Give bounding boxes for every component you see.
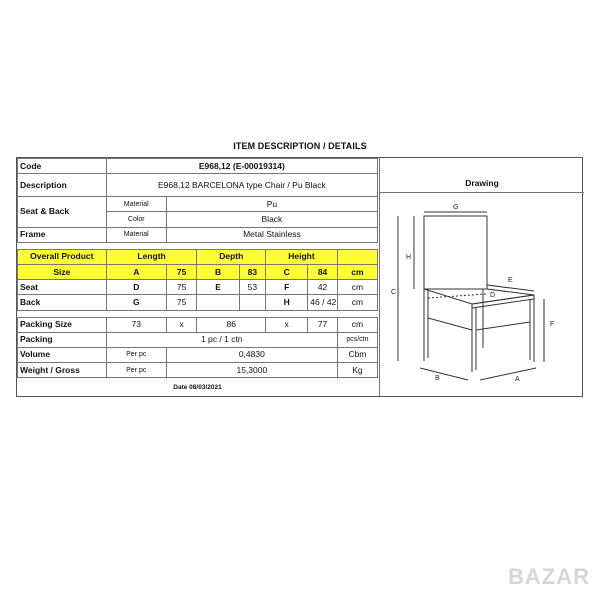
color-key: Color (106, 212, 166, 227)
code-value: E968,12 (E-00019314) (106, 159, 377, 174)
packing-size-v2: 86 (197, 317, 266, 332)
weight-row (18, 363, 378, 378)
chair-drawing (380, 158, 584, 396)
seat-d-letter: D (106, 280, 166, 295)
page-title: ITEM DESCRIPTION / DETAILS (233, 141, 367, 151)
material-value: Pu (166, 197, 377, 212)
description-value: E968,12 BARCELONA type Chair / Pu Black (106, 174, 377, 197)
back-h-value: 46 / 42 (308, 295, 338, 310)
dims-size-row (18, 264, 378, 279)
weight-unit: Kg (337, 363, 377, 378)
chair-seat-edge (472, 295, 534, 308)
drawing-panel (379, 158, 584, 396)
volume-label: Volume (18, 347, 107, 362)
packing-unit: pcs/ctn (337, 332, 377, 347)
frame-row (18, 227, 378, 242)
seat-label: Seat (18, 280, 107, 295)
packing-size-x2: x (266, 317, 308, 332)
dim-b-value: 83 (239, 264, 265, 279)
weight-per: Per pc (106, 363, 166, 378)
volume-per: Per pc (106, 347, 166, 362)
label-d: D (490, 292, 496, 299)
seat-row (18, 280, 378, 295)
seat-f-value: 42 (308, 280, 338, 295)
back-label: Back (18, 295, 107, 310)
packing-size-label: Packing Size (18, 317, 107, 332)
spec-table (17, 158, 378, 378)
weight-value: 15,3000 (166, 363, 337, 378)
packing-size-x1: x (166, 317, 197, 332)
volume-unit: Cbm (337, 347, 377, 362)
label-f: F (550, 321, 555, 328)
description-label: Description (18, 174, 107, 197)
size-label: Size (18, 264, 107, 279)
dim-c-letter: C (266, 264, 308, 279)
dim-b-letter: B (197, 264, 239, 279)
packing-size-unit: cm (337, 317, 377, 332)
seat-unit: cm (337, 280, 377, 295)
height-header: Height (266, 249, 338, 264)
label-a: A (515, 376, 520, 383)
watermark-logo: BAZAR (508, 564, 590, 589)
label-h: H (406, 254, 412, 261)
packing-row (18, 332, 378, 347)
seat-d-value: 75 (166, 280, 197, 295)
frame-key: Material (106, 227, 166, 242)
packing-size-row (18, 317, 378, 332)
seat-back-label: Seat & Back (18, 197, 107, 227)
seat-f-letter: F (266, 280, 308, 295)
overall-product-label: Overall Product (18, 249, 107, 264)
packing-value: 1 pc / 1 ctn (106, 332, 337, 347)
date-stamp: Date 08/03/2021 (173, 384, 222, 391)
chair-backrest (424, 216, 487, 289)
label-g: G (453, 204, 459, 211)
back-row (18, 295, 378, 310)
seat-e-value: 53 (239, 280, 265, 295)
volume-value: 0,4830 (166, 347, 337, 362)
seat-back-material-row (18, 197, 378, 212)
code-row (18, 159, 378, 174)
dims-header-row (18, 249, 378, 264)
code-label: Code (18, 159, 107, 174)
volume-row (18, 347, 378, 362)
label-b: B (435, 375, 440, 382)
label-e: E (508, 277, 513, 284)
dims-unit: cm (337, 264, 377, 279)
label-c: C (391, 289, 397, 296)
dim-a-value: 75 (166, 264, 197, 279)
back-h-letter: H (266, 295, 308, 310)
packing-size-v1: 73 (106, 317, 166, 332)
drawing-title: Drawing (465, 178, 499, 188)
dim-c-value: 84 (308, 264, 338, 279)
frame-label: Frame (18, 227, 107, 242)
packing-label: Packing (18, 332, 107, 347)
material-key: Material (106, 197, 166, 212)
weight-label: Weight / Gross (18, 363, 107, 378)
depth-header: Depth (197, 249, 266, 264)
frame-value: Metal Stainless (166, 227, 377, 242)
length-header: Length (106, 249, 197, 264)
color-value: Black (166, 212, 377, 227)
packing-size-v3: 77 (308, 317, 338, 332)
back-unit: cm (337, 295, 377, 310)
back-g-letter: G (106, 295, 166, 310)
description-row (18, 174, 378, 197)
dim-a-letter: A (106, 264, 166, 279)
seat-e-letter: E (197, 280, 239, 295)
back-g-value: 75 (166, 295, 197, 310)
